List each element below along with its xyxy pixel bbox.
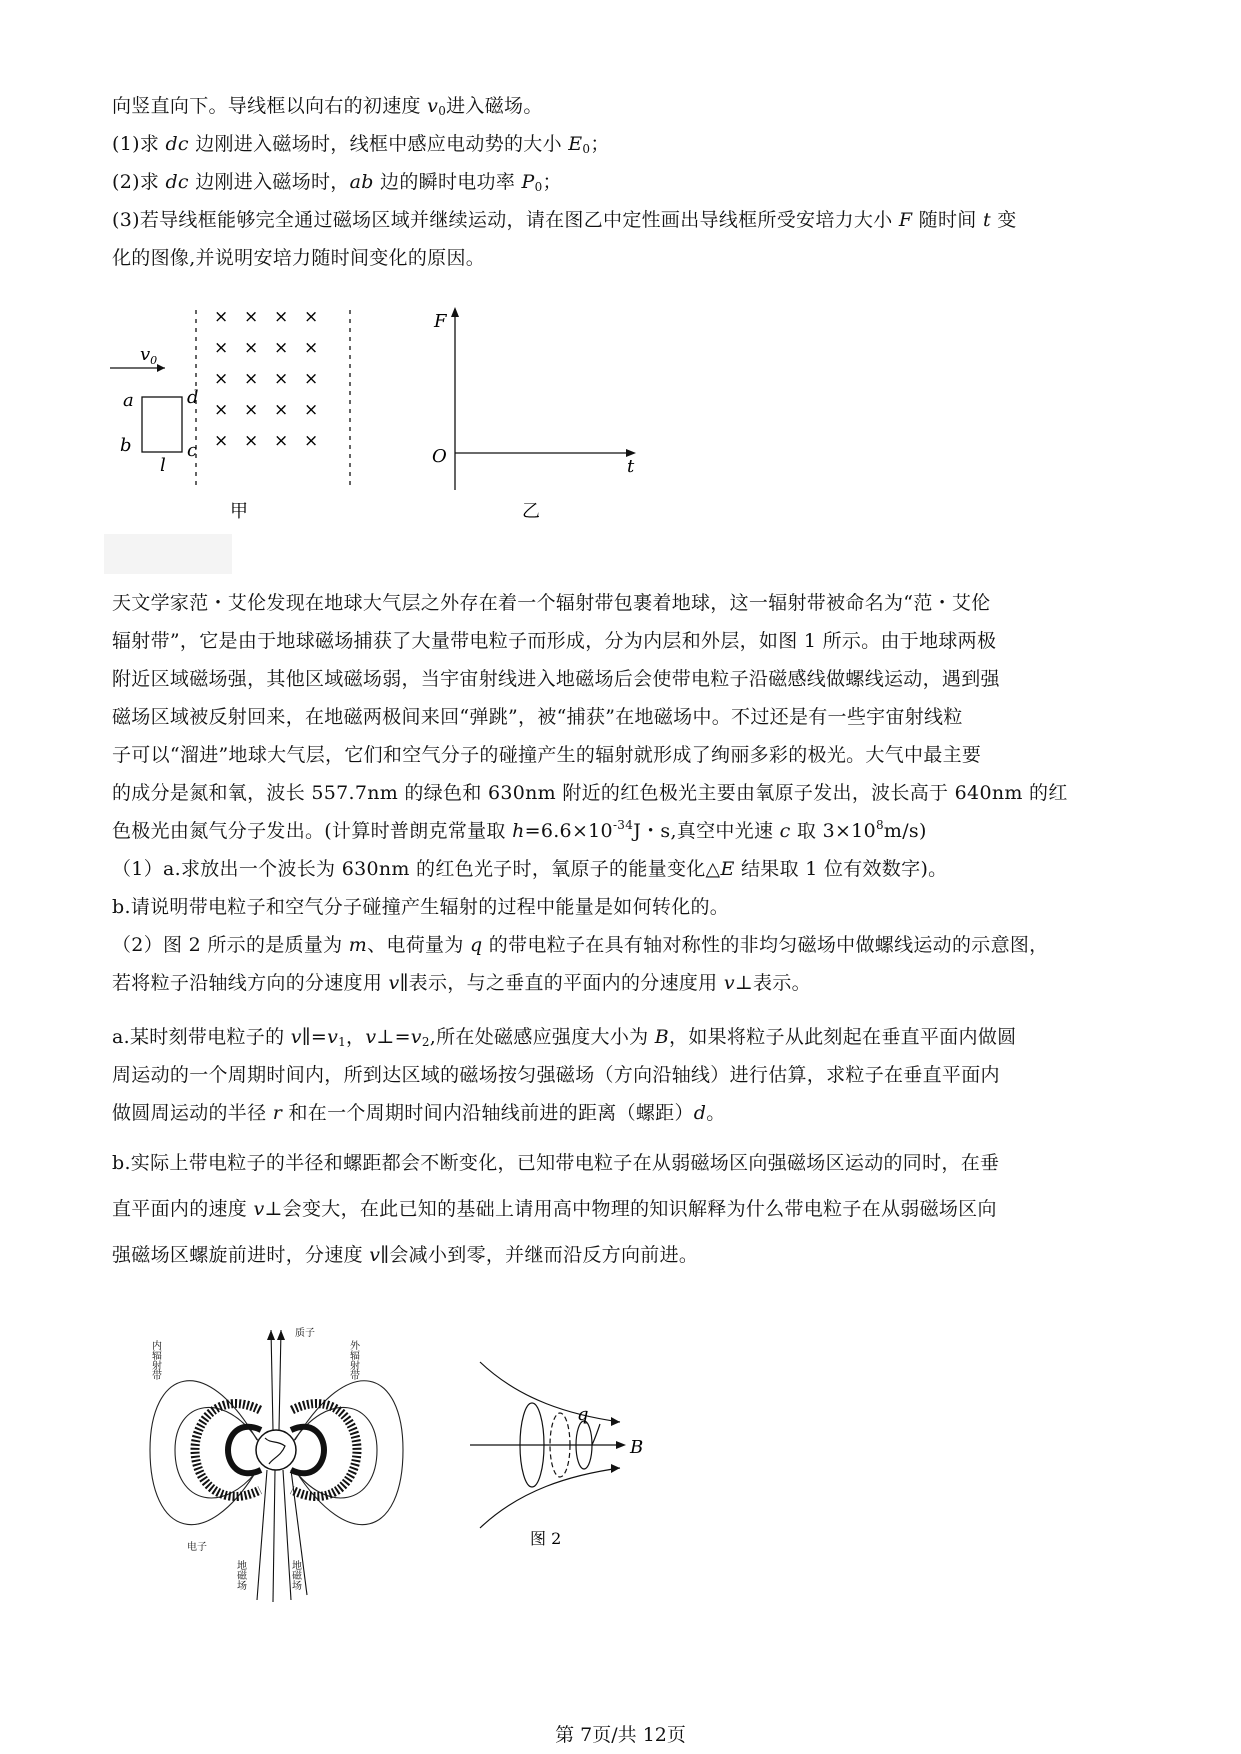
field-cross: × [274,400,289,420]
wire-frame [142,397,182,452]
problem2-q2a-line1: a.某时刻带电粒子的 $v\parallel=v_1$，$v\perp=v_2$,所在处磁感应强度大小为 B，如果将粒子从此刻起在垂直平面内做圆 [112,1026,1017,1049]
caption-figure-2: 图 2 [530,1529,562,1548]
field-cross: × [244,431,259,451]
caption-jia: 甲 [230,501,248,522]
magnetic-field-crosses [214,307,318,451]
field-cross: × [274,338,289,358]
field-cross: × [244,338,259,358]
field-cross: × [244,400,259,420]
problem2-para-5: 子可以“溜进”地球大气层，它们和空气分子的碰撞产生的辐射就形成了绚丽多彩的极光。大气中最主要 [112,744,982,766]
field-cross: × [214,307,229,327]
field-lines [470,1362,620,1528]
scan-smudge [104,534,232,574]
label-b-field: B [630,1437,644,1458]
problem2-para-1: 天文学家范・艾伦发现在地球大气层之外存在着一个辐射带包裹着地球，这一辐射带被命名为“范・艾伦 [112,592,991,614]
label-field-line-1: 地磁场 [234,1560,246,1590]
field-cross: × [214,431,229,451]
problem2-q2b-line3: 强磁场区螺旋前进时，分速度 v∥会减小到零，并继而沿反方向前进。 [112,1244,699,1266]
problem1-q3: (3)若导线框能够完全通过磁场区域并继续运动，请在图乙中定性画出导线框所受安培力大小 F 随时间 t 变 [112,209,1017,231]
problem2-q2-line2: 若将粒子沿轴线方向的分速度用 v∥表示，与之垂直的平面内的分速度用 v⊥表示。 [112,972,811,994]
label-q: q [577,1404,589,1425]
problem2-q1b: b.请说明带电粒子和空气分子碰撞产生辐射的过程中能量是如何转化的。 [112,896,730,918]
label-inner-belt: 内辐射带 [149,1340,161,1380]
problem2-q2b-line1: b.实际上带电粒子的半径和螺距都会不断变化，已知带电粒子在从弱磁场区向强磁场区运动的同时，在垂 [112,1152,1000,1174]
label-d: d [187,387,199,408]
problem1-intro: 向竖直向下。导线框以向右的初速度 $v_0$进入磁场。 [112,95,543,118]
field-cross: × [274,369,289,389]
label-c: c [187,440,198,461]
figure-2-helix [470,1360,680,1590]
problem2-para-6: 的成分是氮和氧，波长 557.7nm 的绿色和 630nm 附近的红色极光主要由氧原子发出，波长高于 640nm 的红 [112,782,1068,804]
problem2-q1a: （1）a.求放出一个波长为 630nm 的红色光子时，氧原子的能量变化△E 结果取 1 位有效数字)。 [112,858,948,880]
field-cross: × [274,431,289,451]
caption-yi: 乙 [522,501,540,522]
svg-text:v0: $v_0$ [140,344,158,367]
label-a: a [123,390,134,411]
label-electron: 电子 [187,1542,207,1553]
field-cross: × [304,307,319,327]
axis-label-t: t [627,456,635,477]
problem2-q2b-line2: 直平面内的速度 v⊥会变大，在此已知的基础上请用高中物理的知识解释为什么带电粒子在从弱磁场区向 [112,1198,997,1220]
field-cross: × [244,369,259,389]
problem2-para-3: 附近区域磁场强，其他区域磁场弱，当宇宙射线进入地磁场后会使带电粒子沿磁感线做螺线运动，遇到强 [112,668,1000,690]
figure-jia [110,307,370,522]
label-field-line-2: 地磁场 [289,1560,301,1590]
figure-yi [420,305,660,525]
field-cross: × [304,369,319,389]
label-outer-belt: 外辐射带 [347,1340,359,1380]
figure-van-allen-belts [145,1310,410,1605]
field-cross: × [304,338,319,358]
problem2-para-4: 磁场区域被反射回来，在地磁两极间来回“弹跳”，被“捕获”在地磁场中。不过还是有一些宇宙射线粒 [112,706,963,728]
problem1-q3-line2: 化的图像,并说明安培力随时间变化的原因。 [112,247,486,269]
problem2-q2a-line2: 周运动的一个周期时间内，所到达区域的磁场按匀强磁场（方向沿轴线）进行估算，求粒子在垂直平面内 [112,1064,1000,1086]
problem1-q1: (1)求 dc 边刚进入磁场时，线框中感应电动势的大小 $E_0$； [112,133,610,156]
field-cross: × [304,431,319,451]
axis-label-f: F [434,311,447,332]
problem2-para-7: 色极光由氮气分子发出。(计算时普朗克常量取 $h=6.6\times 10^{-34}J$・s,真空中光速 c 取 $3\times 10^8m/s$) [112,818,927,842]
label-b: b [120,435,132,456]
problem2-para-2: 辐射带”，它是由于地球磁场捕获了大量带电粒子而形成，分为内层和外层，如图 1 所示。由于地球两极 [112,630,997,652]
origin-label: O [432,446,447,467]
field-cross: × [274,307,289,327]
page-footer: 第 7页/共 12页 [555,1724,686,1746]
problem2-q2: （2）图 2 所示的是质量为 m、电荷量为 q 的带电粒子在具有轴对称性的非均匀磁场中做螺线运动的示意图， [112,934,1049,956]
earth [256,1430,296,1470]
label-proton: 质子 [295,1328,315,1339]
field-cross: × [244,307,259,327]
field-cross: × [304,400,319,420]
field-cross: × [214,338,229,358]
label-l: l [160,455,166,476]
field-cross: × [214,400,229,420]
problem1-q2: (2)求 dc 边刚进入磁场时，ab 边的瞬时电功率 $P_0$； [112,171,562,194]
problem2-q2a-line3: 做圆周运动的半径 r 和在一个周期时间内沿轴线前进的距离（螺距）d。 [112,1102,726,1124]
field-cross: × [214,369,229,389]
